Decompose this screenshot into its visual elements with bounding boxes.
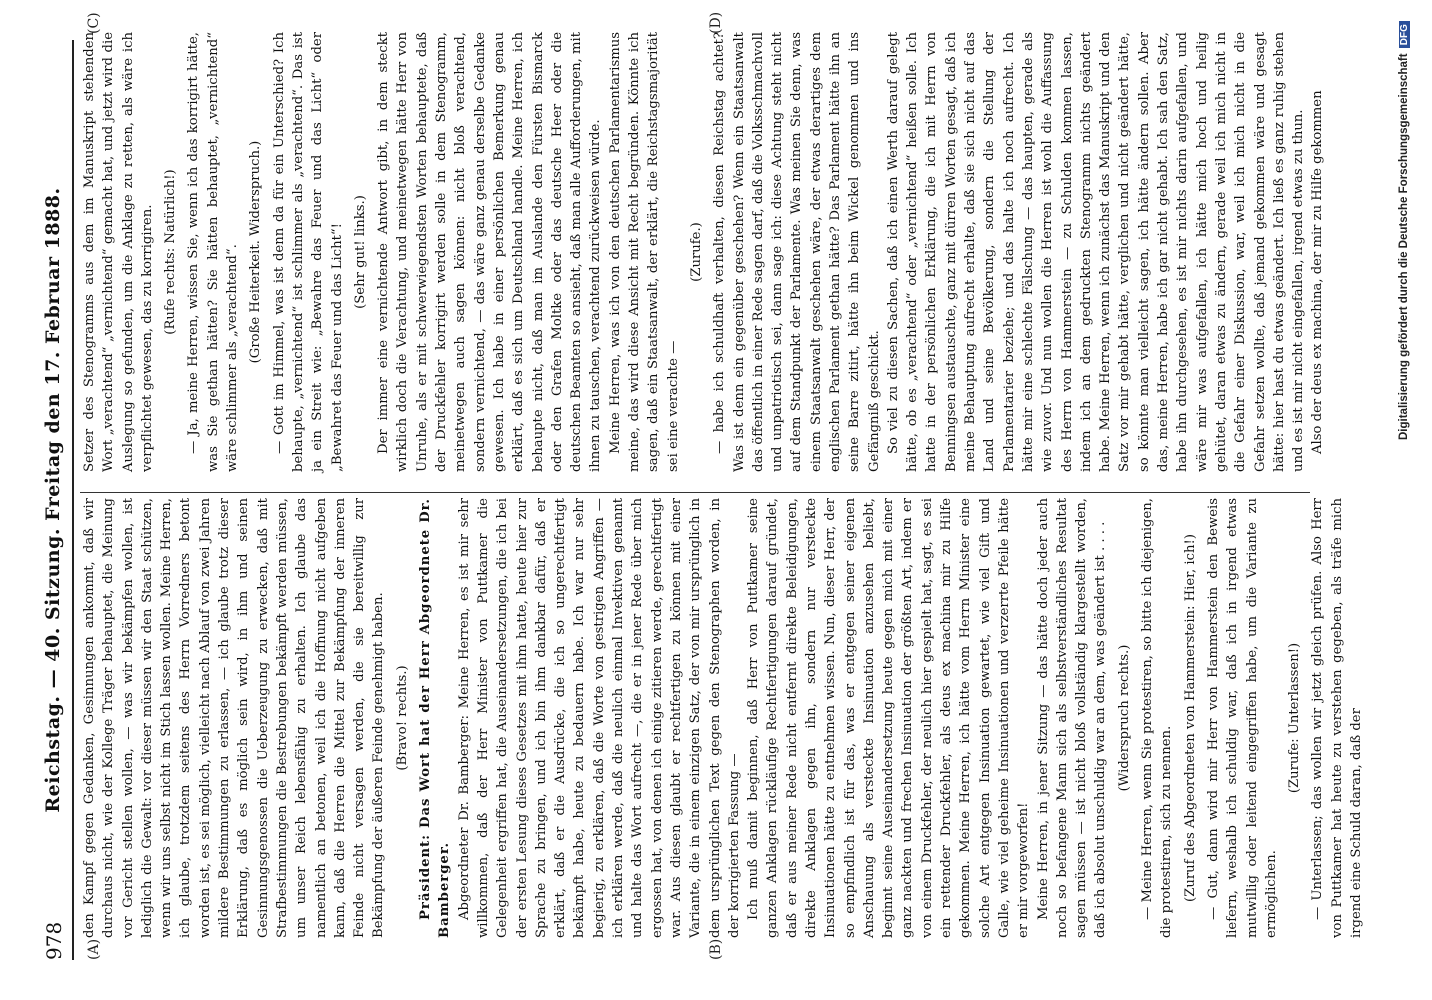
- left-column: [80, 498, 1364, 938]
- margin-marker-b: (B): [708, 938, 724, 960]
- paragraph: So viel zu diesen Sachen, daß ich einen Werth darauf gelegt hätte, ob es „verachtend“ oder „vernichtend“ heißen solle. Ich hatte in der persönlichen Erklärung, die ich mit Herrn von Benningsen austauschte, ganz mit dürren Worten gesagt, daß ich meine Behauptung aufrecht erhalte, daß sie sich nicht auf das Land und seine Bevölkerung, sondern die Stellung der Parlamentarier beziehe; und das halte ich noch aufrecht. Ich hätte mir eine schlechte Fälschung — das haupten, gerade als wie zuvor. Und nun wollen die Herren ist wohl die Auffassung des Herrn von Hammerstein — zu Schulden kommen lassen, indem ich an dem gedruckten Stenogramm nichts geändert habe. Meine Herren, wenn ich zunächst das Manuskript und den Satz vor mir gehabt hätte, verglichen und nicht geändert hätte, so könnte man vielleicht sagen, ich hätte ändern sollen. Aber das, meine Herren, habe ich gar nicht gehabt. Ich sah den Satz, habe ihn durchgesehen, es ist mir nichts darin aufgefallen, und wäre mir was aufgefallen, ich hätte mich hoch und heilig gehütet, daran etwas zu ändern, gerade weil ich mich nicht in die Gefahr einer Diskussion, war, weil ich mich nicht in die Gefahr setzen wollte, daß jemand gekommen wäre und gesagt hätte: hier hast du etwas geändert. Ich ließ es ganz ruhig stehen und es ist mir nicht eingefallen, irgend etwas zu thun.: [885, 32, 1307, 472]
- page-title: Reichstag. — 40. Sitzung. Freitag den 17. Februar 1888.: [42, 187, 64, 813]
- interjection: (Zurufe: Unterlassen!): [1287, 642, 1303, 794]
- paragraph: Ich muß damit beginnen, daß Herr von Puttkamer seine ganzen Anklagen rückläufige Rechtfertigungen darauf gründet, daß er aus meiner Rede nicht entfernt direkte Beleidigungen, direkte Anklagen gegen ihn, sondern nur versteckte Insinuationen hätte zu entnehmen wissen. Nun, dieser Herr, der so empfindlich ist für das, was er entgegen seiner eigenen Anschauung als versteckte Insinuation anzusehen beliebt, beginnt seine Auseinandersetzung heute gegen mich mit einer ganz nackten und frechen Insinuation der größten Art, indem er von einem Druckfehler, der neulich hier gespielt hat, sagt, es sei ein rettender Druckfehler, als deus ex machina mir zu Hilfe gekommen. Meine Herren, ich hätte vom Herrn Minister eine solche Art entgegen Insinuation gewartet, wie viel Gift und Galle, wie viel geheime Insinuationen und verzerrte Pfeile hätte er mir vorgeworfen!: [746, 498, 1032, 938]
- margin-marker-d: (D): [708, 11, 724, 34]
- interjection: (Zurufe.): [688, 222, 704, 282]
- margin-marker-c: (C): [86, 12, 102, 34]
- paragraph: — Meine Herren, wenn Sie protestiren, so bitte ich diejenigen, die protestiren, sich zu nennen.: [1140, 498, 1175, 938]
- paragraph: — Gut, dann wird mir Herr von Hammerstein den Beweis liefern, weshalb ich schuldig war, daß ich in irgend etwas mutwillig oder leitend eingegriffen habe, um die Variante zu ermöglichen.: [1205, 498, 1279, 938]
- page-number: 978: [42, 921, 66, 960]
- interjection: (Widerspruch rechts.): [1116, 644, 1132, 792]
- interjection: (Sehr gut! links.): [352, 195, 368, 309]
- page-header: [36, 40, 74, 960]
- dfg-credit: [1398, 24, 1410, 440]
- paragraph: den Kampf gegen Gedanken, Gesinnungen ankommt, daß wir durchaus nicht, wie der Kollege Träger behauptet, die Meinung vor Gericht stellen wollen, — was wir bekämpfen wollen, ist lediglich die Gewalt: vor dieser müssen wir den Staat schützen, wenn wir uns selbst nicht im Stich lassen wollen. Meine Herren, ich glaube, trotzdem seitens des Herrn Vorredners betont worden ist, es sei möglich, vielleicht nach Ablauf von zwei Jahren mildere Bestimmungen zu erlassen, — ich glaube trotz dieser Erklärung, daß es möglich sein wird, in ihm und seinen Gesinnungsgenossen die Ueberzeugung zu erwecken, daß mit Strafbestimmungen die Bestrebungen bekämpft werden müssen, um unser Reich lebensfähig zu erhalten. Ich glaube das namentlich an betonen, weil ich die Hoffnung nicht aufgeben kann, daß die Herren die Mittel zur Bekämpfung der inneren Feinde nicht versagen werden, die sie bereitwillig zur Bekämpfung der äußeren Feinde genehmigt haben.: [82, 498, 387, 938]
- paragraph: Der immer eine vernichtende Antwort gibt, in dem steckt wirklich doch die Verachtung, und meinetwegen hätte Herr von Unruhe, als er mit schwerwiegendsten Worten behauptete, daß der Druckfehler korrigirt werden solle in dem Stenogramm, meinetwegen auch sagen können: nicht bloß verachtend, sondern vernichtend, — das wäre ganz genau derselbe Gedanke gewesen. Ich habe in einer persönlichen Bemerkung genau erklärt, daß es sich um Deutschland handle. Meine Herren, ich behaupte nicht, daß man im Auslande den Fürsten Bismarck oder den Grafen Moltke oder das deutsche Heer oder die deutschen Beamten so ansieht, daß man alle Aufforderungen, mit ihnen zu tauschen, verachtend zurückweisen würde.: [376, 31, 604, 472]
- interjection: (Rufe rechts: Natürlich!): [163, 169, 179, 335]
- paragraph: Setzer des Stenogramms aus dem im Manuskript stehenden Wort „verachtend“ „vernichtend“ gemacht hat, und jetzt wird die Auslegung so gefunden, um die Anklage zu retten, als wäre ich verpflichtet gewesen, das zu korrigiren.: [82, 32, 155, 472]
- interjection: (Große Heiterkeit. Widerspruch.): [248, 140, 264, 364]
- interjection: (Bravo! rechts.): [394, 665, 410, 771]
- margin-marker-a: (A): [86, 938, 102, 960]
- paragraph: — Gott im Himmel, was ist denn da für ein Unterschied? Ich behaupte, „vernichtend“ ist schlimmer als „verachtend“. Das ist ja ein Streit wie: „Bewahre das Feuer und das Licht“ oder „Bewahret das Feuer und das Licht“!: [271, 32, 345, 472]
- dfg-logo: DFG: [1399, 21, 1410, 48]
- credit-text: Digitalisierung gefördert durch die Deutsche Forschungsgemeinschaft: [1398, 53, 1410, 440]
- paragraph: Also der deus ex machina, der mir zu Hilfe gekommen: [1310, 90, 1326, 454]
- paragraph: Meine Herren, in jener Sitzung — das hätte doch jeder auch noch so befangene Mann sich als selbstverständliches Resultat sagen müssen — ist nicht bloß vollständig klargestellt worden, daß ich absolut unschuldig war an dem, was geändert ist . . . .: [1035, 498, 1109, 938]
- paragraph: Abgeordneter Dr. Bamberger: Meine Herren, es ist mir sehr willkommen, daß der Herr Minister von Puttkamer die Gelegenheit ergriffen hat, die Auseinandersetzungen, die ich bei der ersten Lesung dieses Gesetzes mit ihm hatte, heute hier zur Sprache zu bringen, und ich bin ihm dankbar dafür, daß er erklärt, daß er die Ausdrücke, die ich so ungerechtfertigt bekämpft habe, heute zu bedauern habe. Ich war nur sehr begierig, zu erklären, daß die Worte von gestrigen Angriffen — ich erklären werde, daß die neulich einmal Invektiven genannt und halte das Wort aufrecht —, die er in jener Rede über mich ergossen hat, von denen ich einige zitieren werde, gerechtfertigt war. Aus diesen glaubt er rechtfertigen zu können mit einer Variante, die in einem einzigen Satz, der von mir ursprünglich in dem ursprünglichen Text gegen den Stenographen worden, in der korrigierten Fassung —: [456, 498, 742, 938]
- paragraph: — Ja, meine Herren, wissen Sie, wenn ich das korrigirt hätte, was Sie gethan hätten? Sie hätten behauptet, „vernichtend“ wäre schlimmer als „verachtend“.: [186, 32, 241, 472]
- right-column: [80, 31, 1326, 472]
- paragraph: — habe ich schuldhaft verhalten, diesen Reichstag achtet? Was ist denn ein gegenüber geschehen? Wenn ein Staatsanwalt das öffentlich in einer Rede sagen darf, daß die Volksschmachvoll und unpatriotisch sei, dann sage ich: diese Achtung steht nicht auf dem Standpunkt der Parlamente. Was meinen Sie denn, was einem Staatsanwalt geschehen wäre, der etwas derartiges dem englischen Parlament gethan hätte? Das Parlament hätte ihn an seine Barre zitirt, hätte ihn beim Wickel genommen und ins Gefängniß geschickt.: [712, 32, 882, 472]
- paragraph: — Unterlassen; das wollen wir jetzt gleich prüfen. Also Herr von Puttkamer hat heute zu verstehen gegeben, als träfe mich irgend eine Schuld daran, daß der: [1310, 498, 1364, 938]
- paragraph: Meine Herren, was ich von den deutschen Parlamentarismus meine, das wird diese Ansicht mit Recht begründen. Könnte ich sagen, daß ein Staatsanwalt, der erklärt, die Reichstagsmajorität sei eine verachte —: [607, 32, 681, 472]
- interjection: (Zuruf des Abgeordneten von Hammerstein: Hier, ich!): [1182, 534, 1198, 902]
- column-divider: [80, 492, 1310, 493]
- speaker-announcement: Präsident: Das Wort hat der Herr Abgeordnete Dr. Bamberger.: [418, 498, 453, 938]
